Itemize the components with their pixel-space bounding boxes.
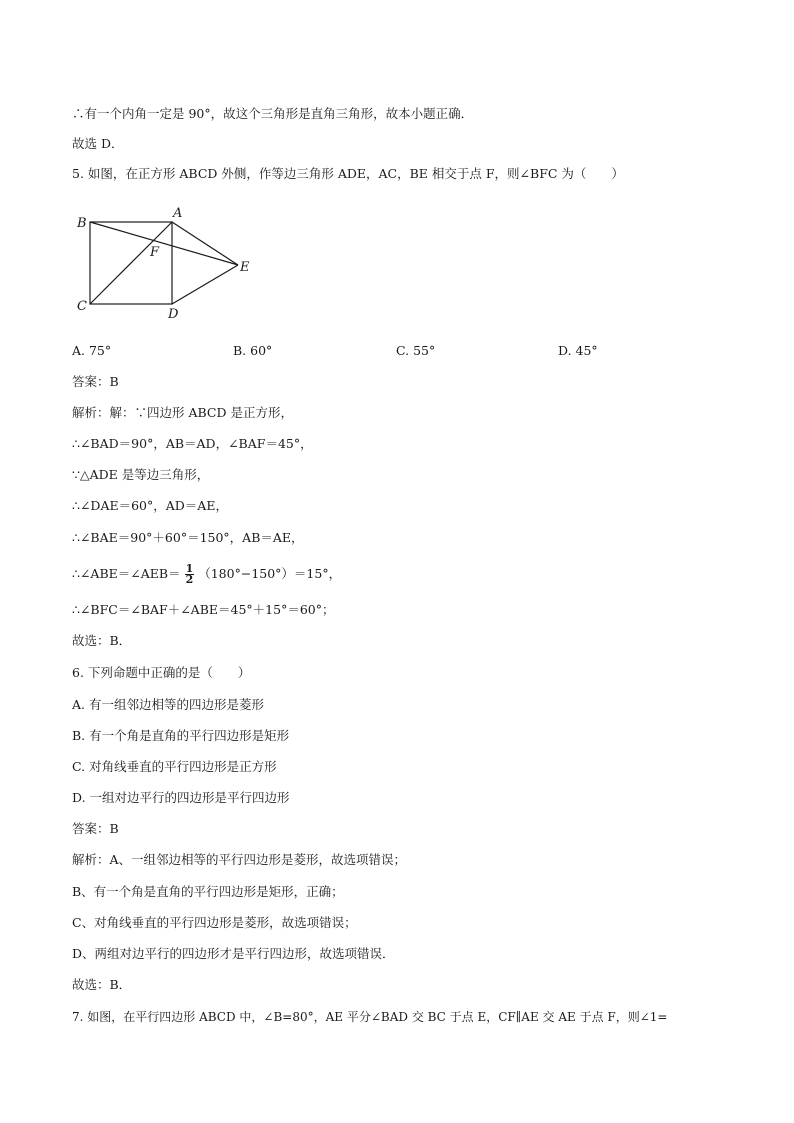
label-a: A	[173, 206, 183, 221]
solution-line: 故选：B．	[72, 633, 132, 648]
option-b: B. 有一个角是直角的平行四边形是矩形	[72, 728, 290, 743]
text-line: 故选 D．	[72, 136, 124, 151]
text-line: ∴有一个内角一定是 90°，故这个三角形是直角三角形，故本小题正确．	[72, 106, 474, 121]
solution-line-fraction	[72, 561, 341, 587]
label-e: E	[240, 260, 250, 275]
solution-line: B、有一个角是直角的平行四边形是矩形，正确；	[72, 884, 344, 899]
question-7: 7. 如图，在平行四边形 ABCD 中，∠B=80°，AE 平分∠BAD 交 BC 于点 E，CF∥AE 交 AE 于点 F，则∠1=	[72, 1010, 668, 1024]
label-b: B	[77, 216, 87, 231]
triangle-side-de	[172, 265, 238, 304]
answer-6: 答案：B	[72, 821, 119, 836]
option-b: B. 60°	[233, 343, 273, 358]
answer-5: 答案：B	[72, 374, 119, 389]
label-f: F	[150, 245, 160, 260]
solution-line: 解析：A、一组邻边相等的平行四边形是菱形，故选项错误；	[72, 852, 407, 867]
label-d: D	[168, 307, 179, 322]
segment-be	[90, 222, 238, 265]
solution-line: 故选：B．	[72, 977, 132, 992]
solution-line: D、两组对边平行的四边形才是平行四边形，故选项错误．	[72, 946, 395, 961]
square-triangle-figure	[70, 200, 260, 325]
solution-line: ∴∠BAE＝90°＋60°＝150°，AB＝AE，	[72, 530, 304, 545]
option-c: C. 对角线垂直的平行四边形是正方形	[72, 759, 277, 774]
question-5: 5. 如图，在正方形 ABCD 外侧，作等边三角形 ADE，AC，BE 相交于点 F，则∠BFC 为（ ）	[72, 166, 624, 181]
fraction-one-half	[185, 564, 195, 585]
option-c: C. 55°	[396, 343, 436, 358]
solution-line: ∴∠BAD＝90°，AB＝AD，∠BAF＝45°，	[72, 436, 313, 451]
solution-line: C、对角线垂直的平行四边形是菱形，故选项错误；	[72, 915, 357, 930]
fraction-denominator: 2	[185, 573, 194, 586]
option-a: A. 有一组邻边相等的四边形是菱形	[72, 697, 264, 712]
triangle-side-ae	[172, 222, 238, 265]
solution-line: 解析：解：∵四边形 ABCD 是正方形，	[72, 405, 293, 420]
option-d: D. 45°	[558, 343, 598, 358]
option-a: A. 75°	[72, 343, 112, 358]
solution-text: （180°−150°）＝15°，	[198, 566, 342, 581]
fraction-numerator: 1	[185, 562, 194, 575]
solution-line: ∵△ADE 是等边三角形，	[72, 467, 210, 482]
solution-text: ∴∠ABE＝∠AEB＝	[72, 566, 181, 581]
option-d: D. 一组对边平行的四边形是平行四边形	[72, 790, 290, 805]
question-6: 6. 下列命题中正确的是（ ）	[72, 665, 251, 680]
label-c: C	[77, 299, 87, 314]
solution-line: ∴∠DAE＝60°，AD＝AE，	[72, 498, 228, 513]
solution-line: ∴∠BFC＝∠BAF＋∠ABE＝45°＋15°＝60°；	[72, 602, 335, 617]
